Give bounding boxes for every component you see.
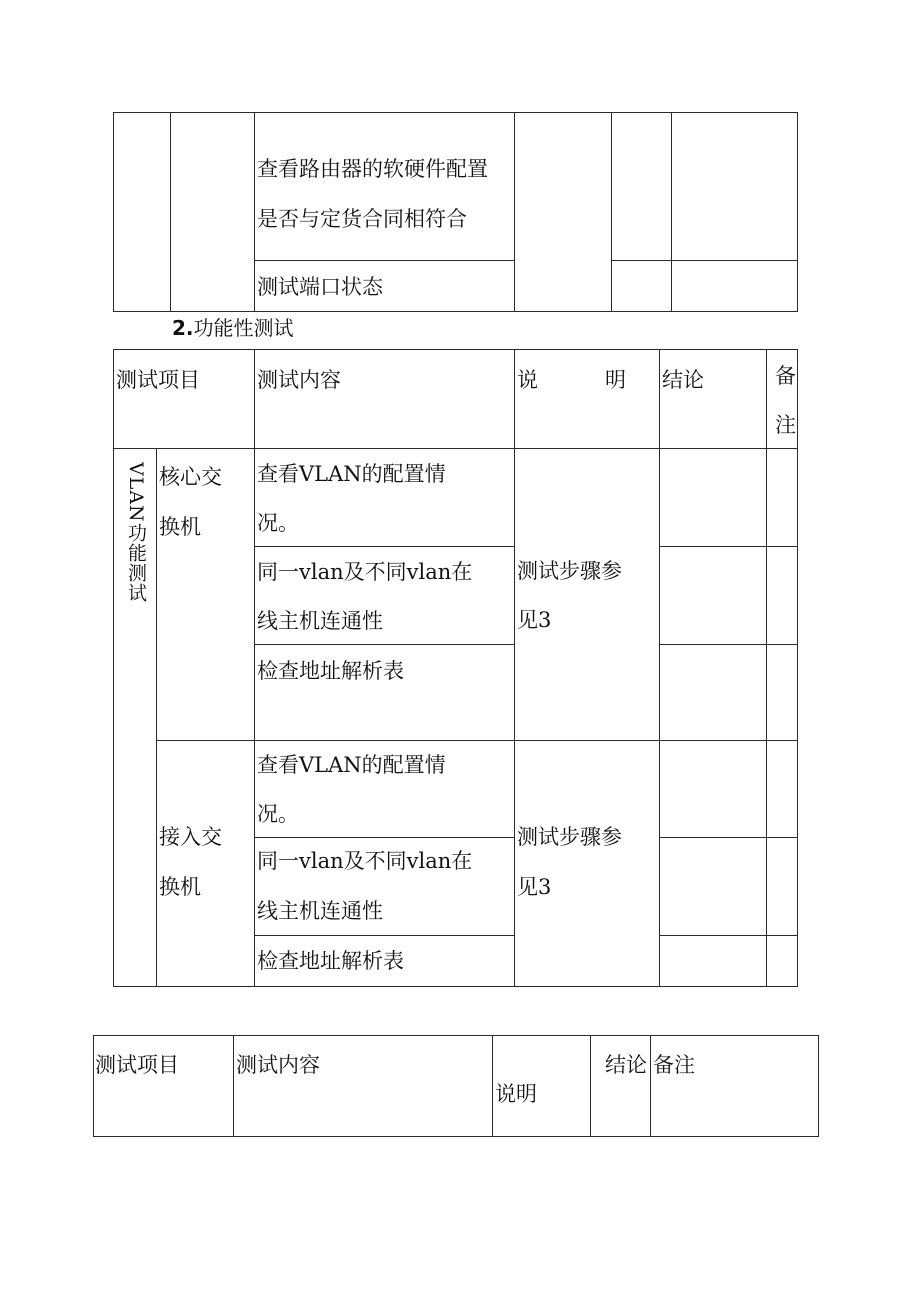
access-switch-label: 接入交	[159, 825, 222, 849]
table-cell: 检查地址解析表	[257, 659, 404, 683]
group-label: VLAN功能测试	[125, 462, 147, 603]
table-cell: 线主机连通性	[257, 609, 383, 633]
header-note: 备注	[653, 1053, 695, 1077]
table-cell: 查看VLAN的配置情	[257, 462, 446, 486]
access-desc: 测试步骤参	[517, 825, 622, 849]
header-content: 测试内容	[236, 1053, 320, 1077]
header-item: 测试项目	[95, 1053, 179, 1077]
table-cell: 线主机连通性	[257, 899, 383, 923]
table-cell: 查看VLAN的配置情	[257, 753, 446, 777]
core-desc: 测试步骤参	[517, 559, 622, 583]
header-desc-left: 说	[517, 368, 538, 392]
access-switch-label: 换机	[159, 875, 201, 899]
section-title: 功能性测试	[193, 316, 294, 340]
table-cell: 测试端口状态	[257, 275, 383, 299]
header-content: 测试内容	[257, 368, 341, 392]
header-note: 备	[775, 364, 796, 388]
access-desc: 见3	[517, 875, 552, 899]
core-desc: 见3	[517, 608, 552, 632]
header-item: 测试项目	[116, 368, 200, 392]
table-cell: 检查地址解析表	[257, 949, 404, 973]
header-conclusion: 结论	[605, 1053, 647, 1077]
header-desc-right: 明	[605, 368, 626, 392]
table-cell: 同一vlan及不同vlan在	[257, 849, 473, 873]
table-cell: 同一vlan及不同vlan在	[257, 560, 473, 584]
header-desc: 说明	[495, 1082, 537, 1106]
header-note: 注	[775, 413, 796, 437]
table-cell: 况。	[257, 511, 299, 535]
section-number: 2.	[172, 316, 194, 340]
table-cell: 查看路由器的软硬件配置	[257, 157, 488, 181]
table-cell: 是否与定货合同相符合	[257, 207, 467, 231]
header-conclusion: 结论	[662, 368, 704, 392]
table-cell: 况。	[257, 802, 299, 826]
section-heading	[172, 313, 294, 343]
core-switch-label: 核心交	[159, 465, 222, 489]
core-switch-label: 换机	[159, 515, 201, 539]
